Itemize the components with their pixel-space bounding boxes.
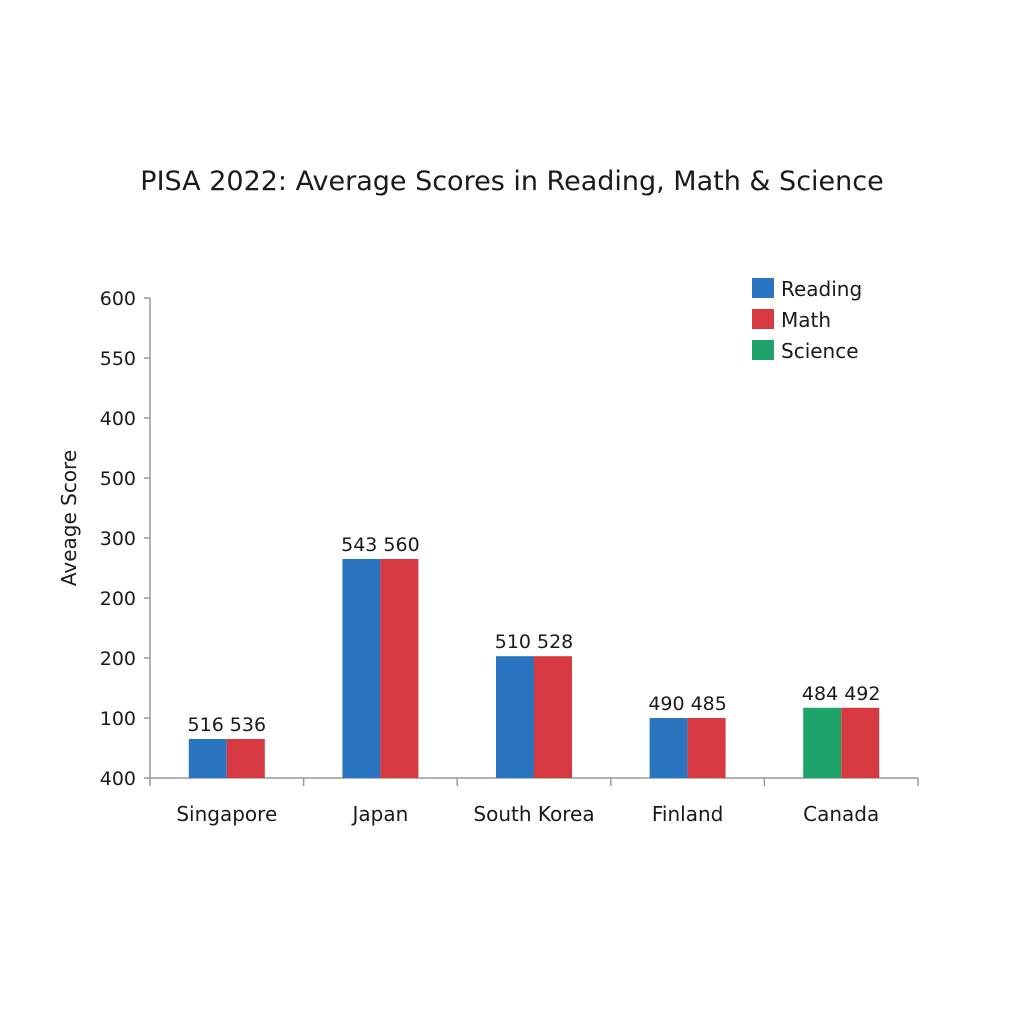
x-tick-label: South Korea [473,802,595,826]
y-axis-title: Aveage Score [57,449,81,587]
bar-reading [342,559,380,778]
x-tick-label: Canada [803,802,880,826]
y-tick-label: 550 [99,348,136,370]
y-tick-label: 400 [99,768,136,790]
x-tick-label: Japan [352,802,409,826]
y-axis-ticks [100,288,150,790]
x-tick-label: Finland [651,802,724,826]
y-tick-label: 500 [99,468,136,490]
bar-math [688,718,726,778]
bar-science [803,708,841,778]
data-label: 560 [383,534,420,556]
data-label: 484 [801,682,839,705]
x-tick-label: Singapore [176,802,278,826]
legend-label-reading: Reading [781,277,863,301]
bar-reading [189,739,227,778]
bar-reading [650,718,688,778]
data-label: 485 [690,693,727,715]
y-tick-label: 600 [99,288,136,310]
bar-math [534,656,572,778]
bar-math [380,559,418,778]
data-label: 516 [187,714,224,736]
bars [188,534,881,778]
data-label: 492 [844,682,881,705]
chart-title: PISA 2022: Average Scores in Reading, Math & Science [140,166,884,197]
legend-swatch-math [752,309,774,329]
y-tick-label: 100 [99,708,136,730]
y-tick-label: 300 [99,528,136,550]
x-axis-ticks [150,778,918,826]
legend [752,277,862,363]
bar-math [841,708,879,778]
y-tick-label: 400 [99,408,136,430]
data-label: 528 [537,631,574,654]
bar-reading [496,656,534,778]
legend-label-science: Science [781,339,859,363]
y-tick-label: 200 [99,648,136,670]
legend-swatch-reading [752,278,774,298]
data-label: 536 [229,714,267,736]
legend-label-math: Math [781,308,832,332]
y-tick-label: 200 [99,588,136,610]
legend-swatch-science [752,340,774,360]
data-label: 490 [648,693,685,715]
data-label: 510 [494,631,531,654]
bar-math [227,739,265,778]
data-label: 543 [341,534,378,556]
